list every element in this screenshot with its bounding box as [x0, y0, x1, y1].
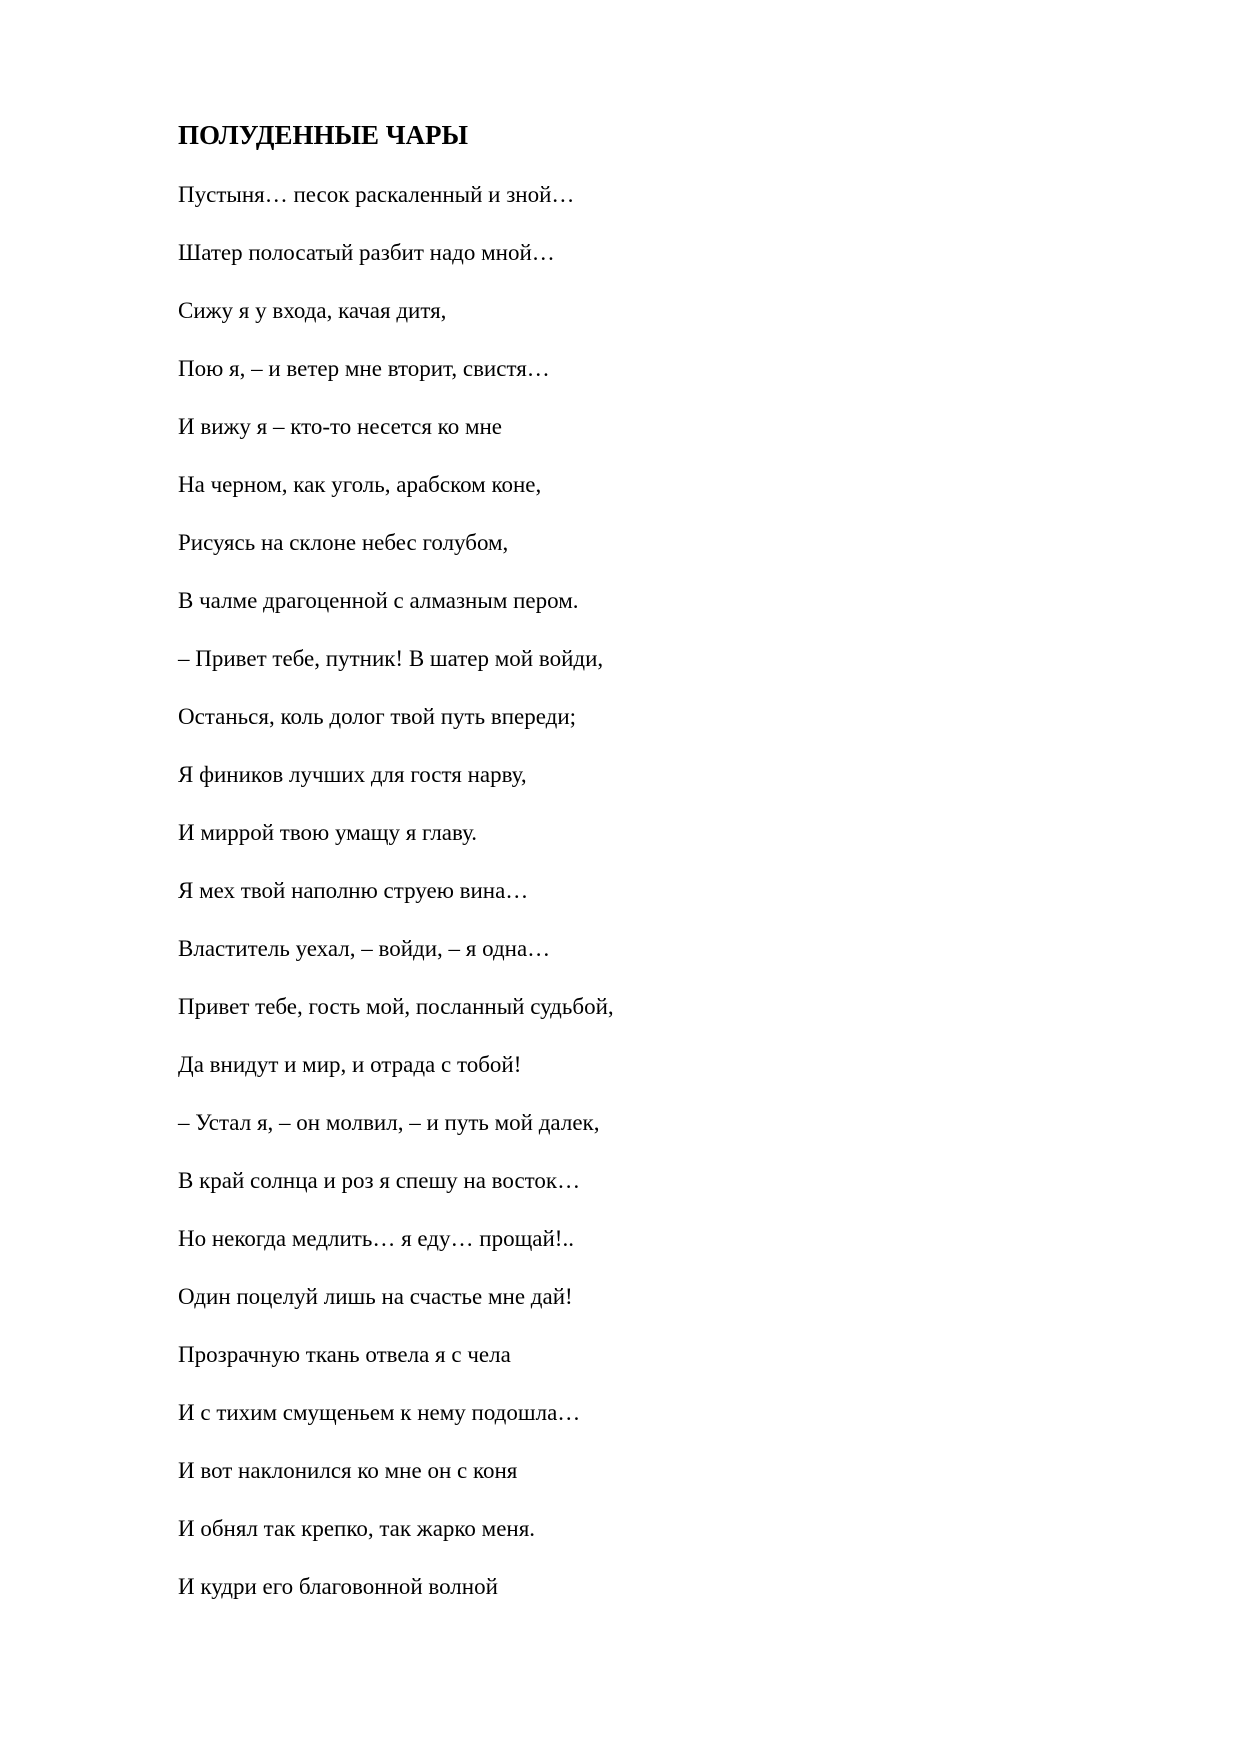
poem-line: Пою я, – и ветер мне вторит, свистя…: [178, 356, 550, 381]
poem-line: Я мех твой наполню струею вина…: [178, 878, 529, 903]
poem-line: И обнял так крепко, так жарко меня.: [178, 1516, 536, 1541]
poem-title: ПОЛУДЕННЫЕ ЧАРЫ: [178, 120, 469, 150]
poem-line: Я фиников лучших для гостя нарву,: [178, 762, 527, 787]
poem-body: [178, 177, 614, 1627]
poem-line: И с тихим смущеньем к нему подошла…: [178, 1400, 581, 1425]
poem-line: – Устал я, – он молвил, – и путь мой далек,: [178, 1110, 600, 1135]
poem-line: Прозрачную ткань отвела я с чела: [178, 1342, 511, 1367]
poem-line: И кудри его благовонной волной: [178, 1574, 498, 1599]
poem-line: Рисуясь на склоне небес голубом,: [178, 530, 509, 555]
poem-line: И вижу я – кто-то несется ко мне: [178, 414, 503, 439]
poem-line: Пустыня… песок раскаленный и зной…: [178, 182, 575, 207]
poem-line: Но некогда медлить… я еду… прощай!..: [178, 1226, 574, 1251]
poem-line: Шатер полосатый разбит надо мной…: [178, 240, 555, 265]
poem-line: Один поцелуй лишь на счастье мне дай!: [178, 1284, 573, 1309]
poem-line: На черном, как уголь, арабском коне,: [178, 472, 542, 497]
poem-line: – Привет тебе, путник! В шатер мой войди,: [178, 646, 604, 671]
poem-line: Властитель уехал, – войди, – я одна…: [178, 936, 551, 961]
poem-line: В край солнца и роз я спешу на восток…: [178, 1168, 581, 1193]
poem-line: Сижу я у входа, качая дитя,: [178, 298, 447, 323]
poem-line: Привет тебе, гость мой, посланный судьбой,: [178, 994, 614, 1019]
poem-line: Останься, коль долог твой путь впереди;: [178, 704, 577, 729]
poem-line: Да внидут и мир, и отрада с тобой!: [178, 1052, 522, 1077]
poem-line: В чалме драгоценной с алмазным пером.: [178, 588, 579, 613]
poem-line: И миррой твою умащу я главу.: [178, 820, 478, 845]
poem-line: И вот наклонился ко мне он с коня: [178, 1458, 518, 1483]
